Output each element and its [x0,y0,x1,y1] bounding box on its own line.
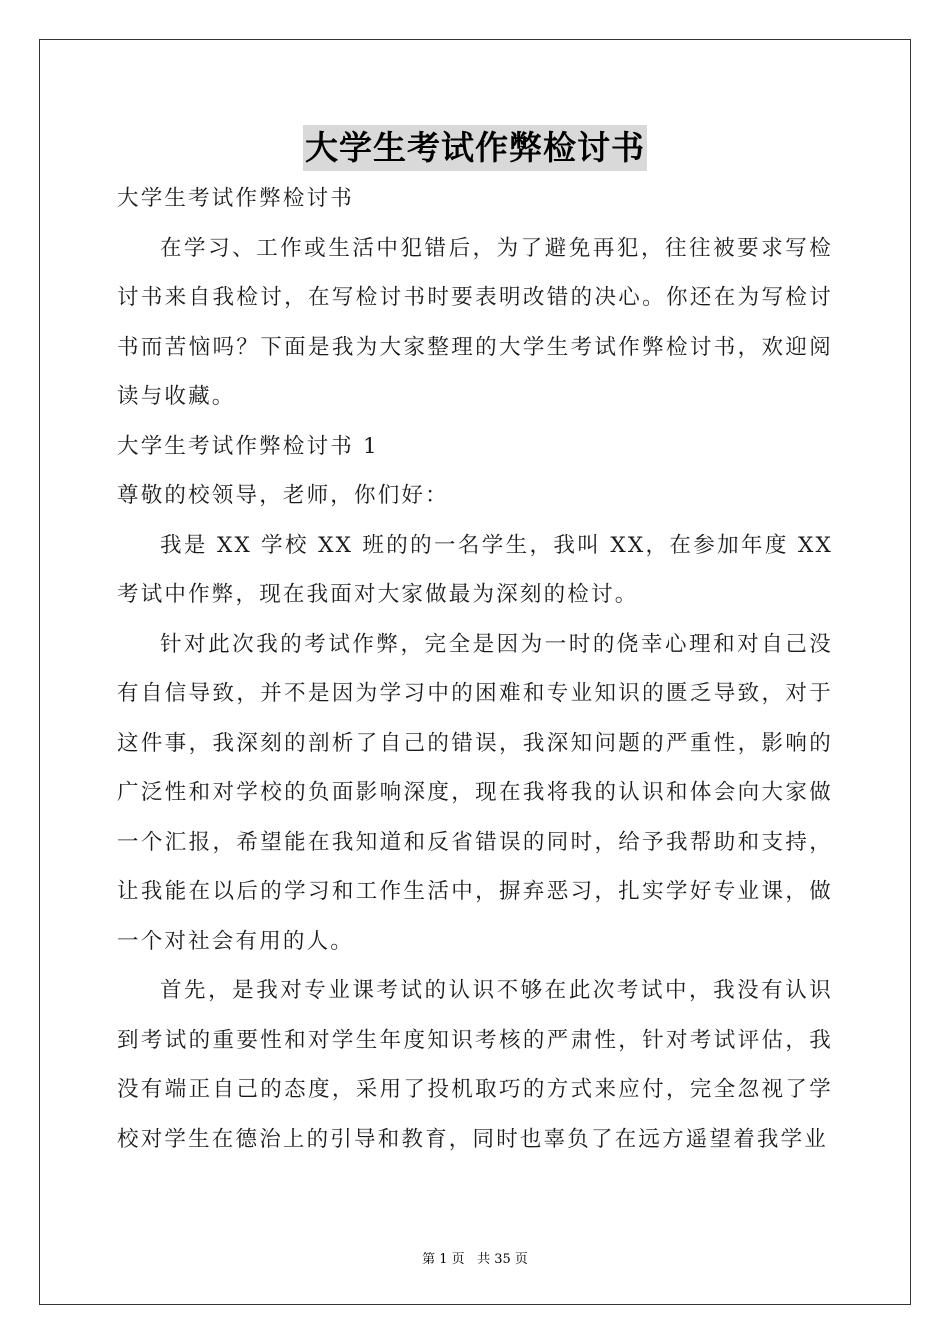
body-paragraph: 针对此次我的考试作弊，完全是因为一时的侥幸心理和对自己没有自信导致，并不是因为学习中的困难和专业知识的匮乏导致，对于这件事，我深刻的剖析了自己的错误，我深知问题的严重性，影响的广泛性和对学校的负面影响深度，现在我将我的认识和体会向大家做一个汇报，希望能在我知道和反省错误的同时，给予我帮助和支持，让我能在以后的学习和工作生活中，摒弃恶习，扎实学好专业课，做一个对社会有用的人。 [117,631,833,954]
document-body [117,174,833,1164]
body-paragraph: 我是 XX 学校 XX 班的的一名学生，我叫 XX，在参加年度 XX 考试中作弊，现在我面对大家做最为深刻的检讨。 [117,532,833,607]
subtitle-paragraph: 大学生考试作弊检讨书 [117,186,355,211]
page-number: 第 1 页 [422,1252,465,1267]
body-paragraph: 首先，是我对专业课考试的认识不够在此次考试中，我没有认识到考试的重要性和对学生年度知识考核的严肃性，针对考试评估，我没有端正自己的态度，采用了投机取巧的方式来应付，完全忽视了学校对学生在德治上的引导和教育，同时也辜负了在远方遥望着我学业 [117,978,833,1152]
document-title [0,125,950,171]
salutation-paragraph: 尊敬的校领导，老师，你们好： [117,483,449,508]
section-heading: 大学生考试作弊检讨书 1 [117,433,379,459]
total-pages: 共 35 页 [477,1252,528,1267]
page-footer [0,1248,950,1267]
document-title-text: 大学生考试作弊检讨书 [303,125,647,171]
intro-paragraph: 在学习、工作或生活中犯错后，为了避免再犯，往往被要求写检讨书来自我检讨，在写检讨书时要表明改错的决心。你还在为写检讨书而苦恼吗？下面是我为大家整理的大学生考试作弊检讨书，欢迎阅读与收藏。 [117,235,833,409]
